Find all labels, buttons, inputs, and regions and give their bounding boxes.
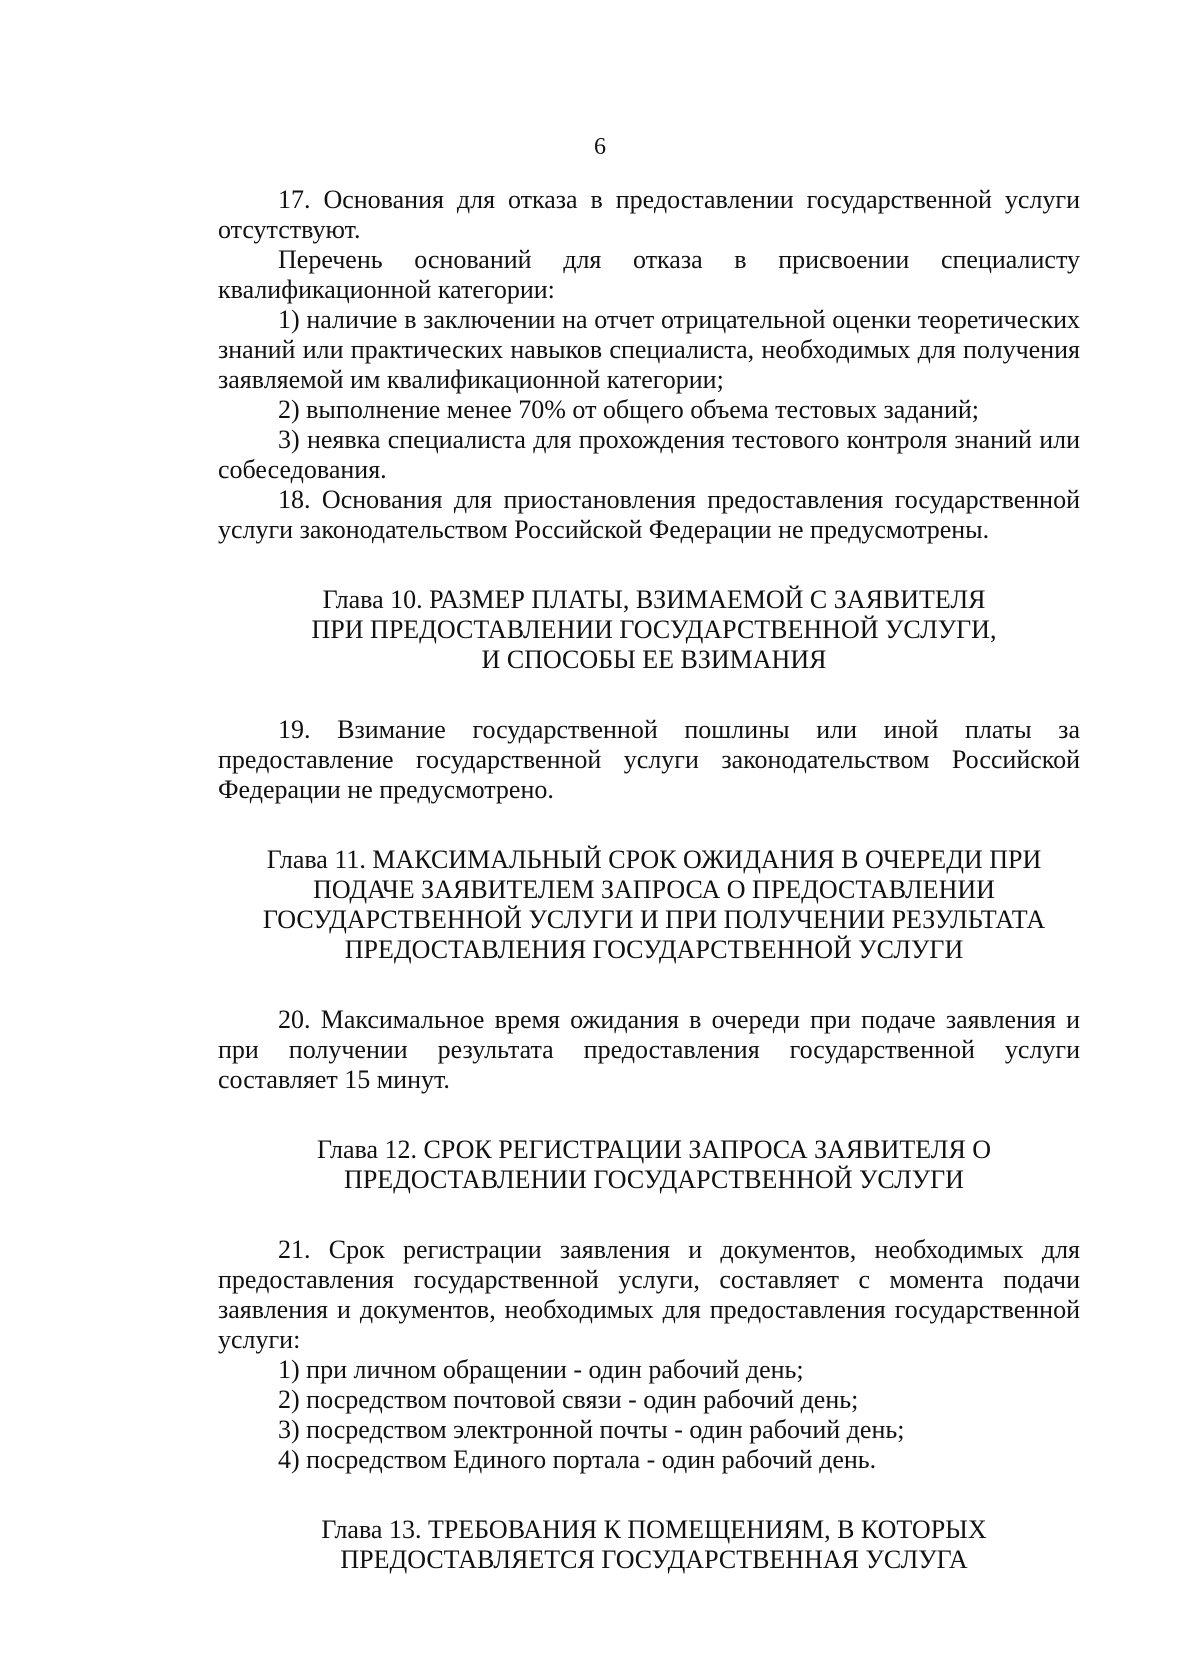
chapter-13-heading-line: ПРЕДОСТАВЛЯЕТСЯ ГОСУДАРСТВЕННАЯ УСЛУГА <box>340 1545 968 1574</box>
chapter-11-heading-line: Глава 11. МАКСИМАЛЬНЫЙ СРОК ОЖИДАНИЯ В ОЧЕРЕДИ ПРИ <box>266 845 1042 874</box>
chapter-13-heading-line: Глава 13. ТРЕБОВАНИЯ К ПОМЕЩЕНИЯМ, В КОТОРЫХ <box>321 1515 987 1544</box>
refusal-list-item-1: 1) наличие в заключении на отчет отрицательной оценки теоретических знаний или практических навыков специалиста, необходимых для получения заявляемой им квалификационной категории; <box>218 305 1080 394</box>
chapter-10-heading-line: ПРИ ПРЕДОСТАВЛЕНИИ ГОСУДАРСТВЕННОЙ УСЛУГИ, <box>311 615 997 644</box>
paragraph-17: 17. Основания для отказа в предоставлении государственной услуги отсутствуют. <box>218 185 1080 244</box>
registration-term-item-1: 1) при личном обращении - один рабочий день; <box>278 1355 804 1384</box>
chapter-13-heading <box>218 1515 1080 1575</box>
page-number: 6 <box>594 134 606 160</box>
document-body <box>218 185 1080 1575</box>
paragraph-18: 18. Основания для приостановления предоставления государственной услуги законодательством Российской Федерации не предусмотрены. <box>218 485 1080 544</box>
chapter-10-heading-line: И СПОСОБЫ ЕЕ ВЗИМАНИЯ <box>481 645 827 674</box>
refusal-list-item-3: 3) неявка специалиста для прохождения тестового контроля знаний или собеседования. <box>218 425 1080 484</box>
refusal-list-intro: Перечень оснований для отказа в присвоении специалисту квалификационной категории: <box>218 245 1080 304</box>
refusal-list-item-2: 2) выполнение менее 70% от общего объема тестовых заданий; <box>278 395 980 424</box>
chapter-10-heading-line: Глава 10. РАЗМЕР ПЛАТЫ, ВЗИМАЕМОЙ С ЗАЯВИТЕЛЯ <box>322 585 986 614</box>
paragraph-19: 19. Взимание государственной пошлины или иной платы за предоставление государственной услуги законодательством Российской Федерации не предусмотрено. <box>218 715 1080 804</box>
chapter-11-heading-line: ПРЕДОСТАВЛЕНИЯ ГОСУДАРСТВЕННОЙ УСЛУГИ <box>344 935 964 964</box>
chapter-11-heading <box>218 845 1080 965</box>
registration-term-item-3: 3) посредством электронной почты - один рабочий день; <box>278 1415 905 1444</box>
chapter-12-heading-line: ПРЕДОСТАВЛЕНИИ ГОСУДАРСТВЕННОЙ УСЛУГИ <box>344 1165 964 1194</box>
chapter-12-heading <box>218 1135 1080 1195</box>
chapter-11-heading-line: ПОДАЧЕ ЗАЯВИТЕЛЕМ ЗАПРОСА О ПРЕДОСТАВЛЕНИИ <box>313 875 995 904</box>
registration-term-item-4: 4) посредством Единого портала - один рабочий день. <box>278 1445 877 1474</box>
chapter-11-heading-line: ГОСУДАРСТВЕННОЙ УСЛУГИ И ПРИ ПОЛУЧЕНИИ РЕЗУЛЬТАТА <box>262 905 1046 934</box>
chapter-10-heading <box>218 585 1080 675</box>
paragraph-20: 20. Максимальное время ожидания в очереди при подаче заявления и при получении результата предоставления государственной услуги составляет 15 минут. <box>218 1005 1080 1094</box>
chapter-12-heading-line: Глава 12. СРОК РЕГИСТРАЦИИ ЗАПРОСА ЗАЯВИТЕЛЯ О <box>316 1135 992 1164</box>
registration-term-item-2: 2) посредством почтовой связи - один рабочий день; <box>278 1385 859 1414</box>
paragraph-21: 21. Срок регистрации заявления и документов, необходимых для предоставления государственной услуги, составляет с момента подачи заявления и документов, необходимых для предоставления государственной услуги: <box>218 1235 1080 1354</box>
